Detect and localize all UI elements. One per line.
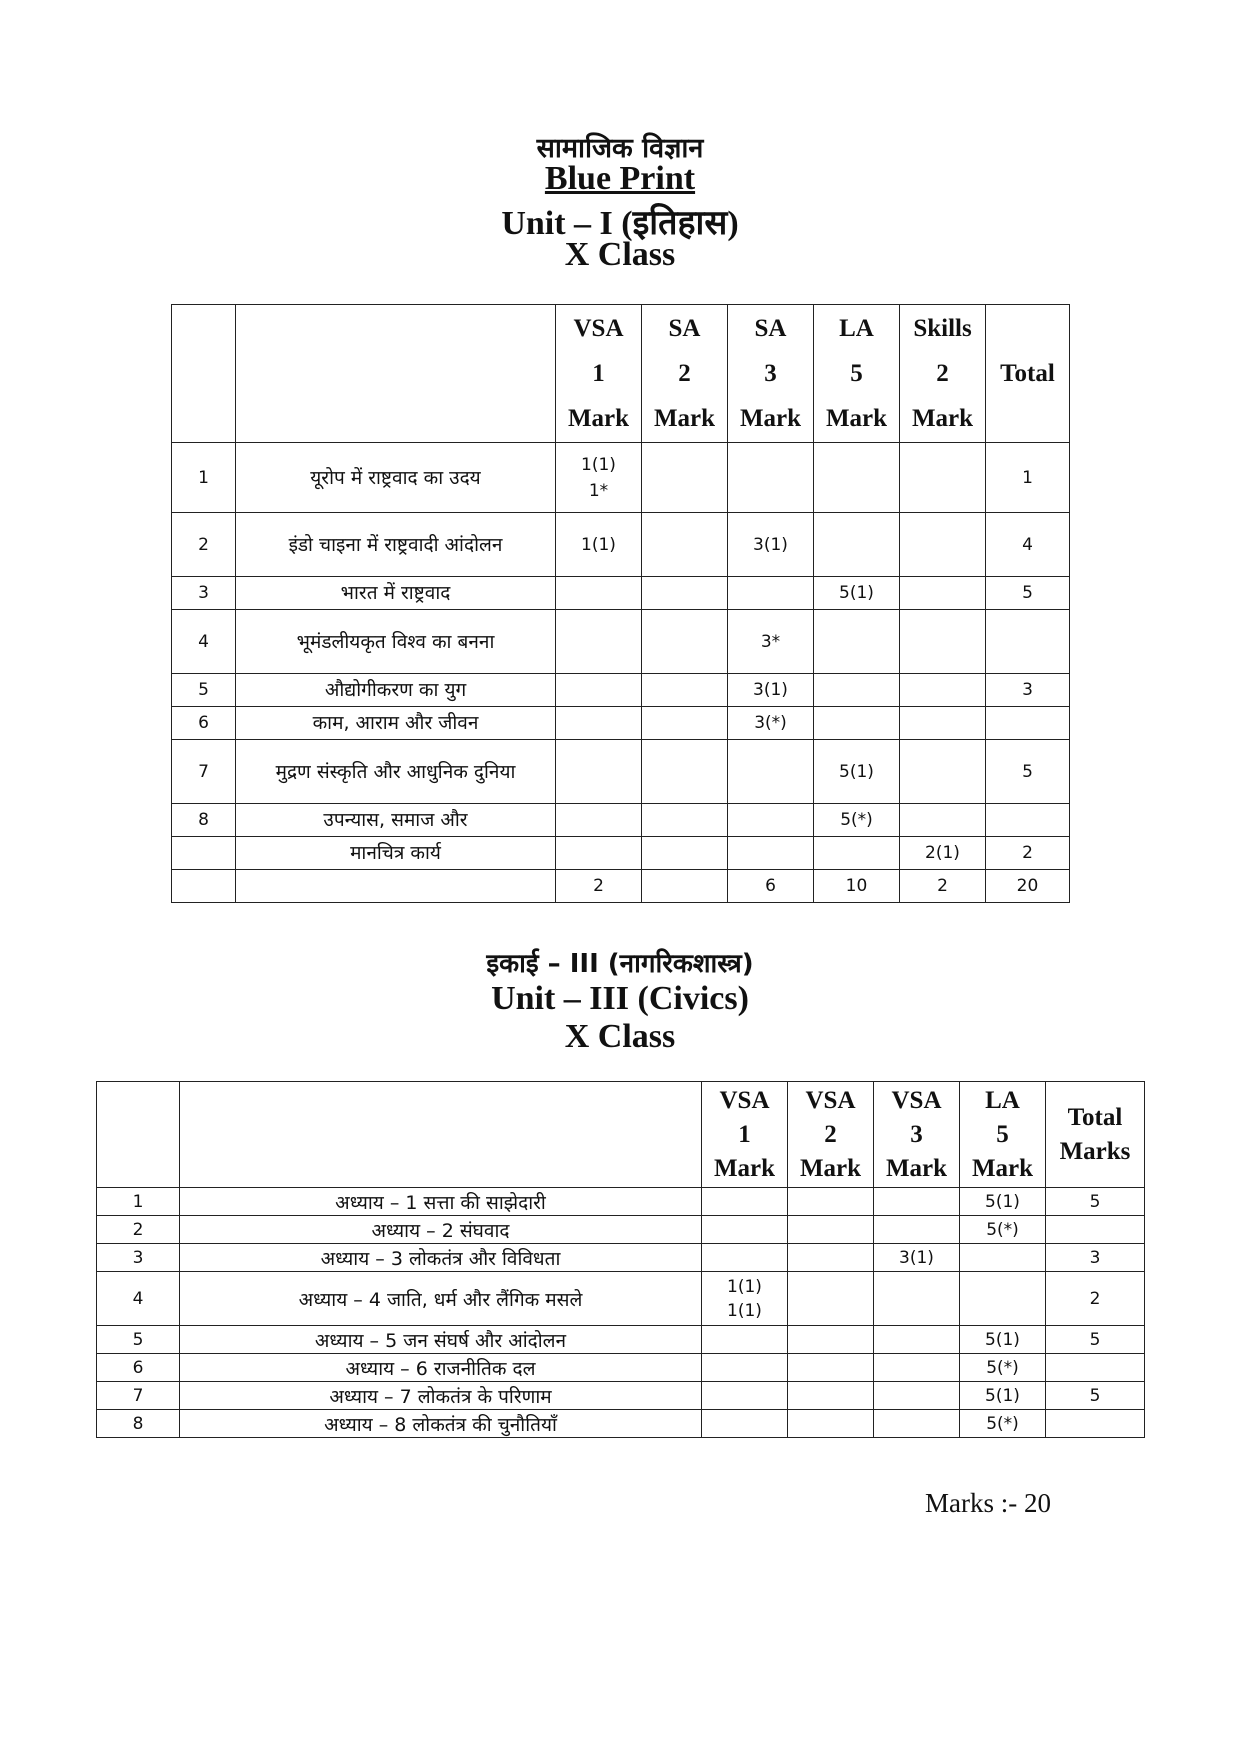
total-marks-cell: 5 — [1046, 1382, 1145, 1410]
la-5-cell: 5(*) — [960, 1410, 1046, 1438]
header-vsa-2: VSA 2 Mark — [788, 1082, 874, 1188]
row-number-cell: 6 — [172, 707, 236, 740]
row-number-cell: 7 — [172, 740, 236, 804]
sa-2-cell — [642, 837, 728, 870]
skills-cell — [900, 513, 986, 577]
table-row — [97, 1354, 1145, 1382]
total-marks-cell: 5 — [1046, 1326, 1145, 1354]
skills-cell — [900, 674, 986, 707]
skills-cell — [900, 740, 986, 804]
sa-3-cell: 6 — [728, 870, 814, 903]
sa-2-cell — [642, 707, 728, 740]
la-5-cell: 10 — [814, 870, 900, 903]
la-5-cell — [814, 610, 900, 674]
sa-2-cell — [642, 577, 728, 610]
vsa-1-cell — [702, 1244, 788, 1272]
total-cell — [986, 707, 1070, 740]
vsa-3-cell — [874, 1410, 960, 1438]
vsa-3-cell: 3(1) — [874, 1244, 960, 1272]
table-row — [172, 804, 1070, 837]
vsa-1-cell — [556, 804, 642, 837]
vsa-1-cell — [556, 674, 642, 707]
blueprint-table-history — [171, 304, 1070, 903]
sa-3-cell — [728, 443, 814, 513]
total-marks-label: Marks :- 20 — [925, 1488, 1051, 1518]
sa-2-cell — [642, 513, 728, 577]
table-row — [172, 870, 1070, 903]
vsa-2-cell — [788, 1272, 874, 1326]
vsa-2-cell — [788, 1244, 874, 1272]
sa-3-cell: 3* — [728, 610, 814, 674]
la-5-cell — [814, 707, 900, 740]
table-row — [172, 707, 1070, 740]
row-number-cell: 8 — [172, 804, 236, 837]
topic-cell: अध्याय – 5 जन संघर्ष और आंदोलन — [180, 1326, 702, 1354]
header-cell-topic — [180, 1082, 702, 1188]
vsa-1-cell — [556, 740, 642, 804]
topic-cell: भूमंडलीयकृत विश्व का बनना — [236, 610, 556, 674]
skills-cell — [900, 443, 986, 513]
header-vsa-1: VSA 1 Mark — [702, 1082, 788, 1188]
header-la-5: LA 5 Mark — [814, 305, 900, 443]
la-5-cell — [814, 443, 900, 513]
row-number-cell: 4 — [172, 610, 236, 674]
vsa-1-cell — [702, 1410, 788, 1438]
vsa-2-cell — [788, 1410, 874, 1438]
vsa-1-cell — [556, 610, 642, 674]
la-5-cell: 5(*) — [814, 804, 900, 837]
la-5-cell: 5(*) — [960, 1216, 1046, 1244]
la-5-cell: 5(1) — [960, 1326, 1046, 1354]
table-header-row — [172, 305, 1070, 443]
table-row — [97, 1188, 1145, 1216]
total-cell: 5 — [986, 740, 1070, 804]
header-total: Total — [986, 305, 1070, 443]
header-cell-topic — [236, 305, 556, 443]
vsa-1-cell — [702, 1354, 788, 1382]
class-label-2: X Class — [564, 1018, 676, 1055]
sa-3-cell — [728, 804, 814, 837]
sa-2-cell — [642, 610, 728, 674]
subject-title: सामाजिक विज्ञान — [536, 133, 704, 164]
topic-cell: भारत में राष्ट्रवाद — [236, 577, 556, 610]
table-row — [97, 1326, 1145, 1354]
row-number-cell — [172, 870, 236, 903]
blueprint-table-civics — [96, 1081, 1145, 1438]
vsa-2-cell — [788, 1326, 874, 1354]
header-skills-2: Skills 2 Mark — [900, 305, 986, 443]
total-marks-cell: 2 — [1046, 1272, 1145, 1326]
skills-cell: 2(1) — [900, 837, 986, 870]
topic-cell: अध्याय – 6 राजनीतिक दल — [180, 1354, 702, 1382]
unit-1-title: Unit – I (इतिहास) — [501, 205, 739, 242]
table-row — [172, 674, 1070, 707]
total-cell: 2 — [986, 837, 1070, 870]
total-marks-cell — [1046, 1354, 1145, 1382]
topic-cell: अध्याय – 1 सत्ता की साझेदारी — [180, 1188, 702, 1216]
table-row — [172, 577, 1070, 610]
table-row — [172, 837, 1070, 870]
table-row — [172, 610, 1070, 674]
vsa-1-cell — [556, 707, 642, 740]
table-header-row — [97, 1082, 1145, 1188]
sa-3-cell: 3(*) — [728, 707, 814, 740]
header-sa-3: SA 3 Mark — [728, 305, 814, 443]
vsa-1-cell — [702, 1188, 788, 1216]
sa-3-cell — [728, 577, 814, 610]
sa-3-cell — [728, 837, 814, 870]
total-marks-cell — [1046, 1216, 1145, 1244]
topic-cell: अध्याय – 4 जाति, धर्म और लैंगिक मसले — [180, 1272, 702, 1326]
vsa-3-cell — [874, 1272, 960, 1326]
table-row — [97, 1216, 1145, 1244]
header-la-5: LA 5 Mark — [960, 1082, 1046, 1188]
total-cell — [986, 610, 1070, 674]
row-number-cell: 2 — [172, 513, 236, 577]
topic-cell: अध्याय – 3 लोकतंत्र और विविधता — [180, 1244, 702, 1272]
topic-cell: अध्याय – 2 संघवाद — [180, 1216, 702, 1244]
sa-2-cell — [642, 740, 728, 804]
la-5-cell — [814, 674, 900, 707]
total-marks-cell: 3 — [1046, 1244, 1145, 1272]
header-cell-no — [172, 305, 236, 443]
vsa-2-cell — [788, 1382, 874, 1410]
vsa-1-cell: 2 — [556, 870, 642, 903]
skills-cell — [900, 610, 986, 674]
header-cell-no — [97, 1082, 180, 1188]
row-number-cell: 3 — [97, 1244, 180, 1272]
vsa-1-cell: 1(1) — [556, 513, 642, 577]
row-number-cell: 6 — [97, 1354, 180, 1382]
la-5-cell — [960, 1272, 1046, 1326]
vsa-3-cell — [874, 1188, 960, 1216]
vsa-1-cell — [702, 1326, 788, 1354]
unit-3-title-hindi: इकाई – III (नागरिकशास्त्र) — [486, 949, 754, 979]
total-marks-cell: 5 — [1046, 1188, 1145, 1216]
table-row — [97, 1382, 1145, 1410]
table-row — [97, 1244, 1145, 1272]
vsa-3-cell — [874, 1216, 960, 1244]
header-total-marks: Total Marks — [1046, 1082, 1145, 1188]
table-row — [172, 443, 1070, 513]
la-5-cell: 5(1) — [960, 1382, 1046, 1410]
vsa-2-cell — [788, 1188, 874, 1216]
skills-cell — [900, 804, 986, 837]
table-row — [97, 1272, 1145, 1326]
topic-cell: अध्याय – 8 लोकतंत्र की चुनौतियाँ — [180, 1410, 702, 1438]
topic-cell: मानचित्र कार्य — [236, 837, 556, 870]
vsa-2-cell — [788, 1216, 874, 1244]
header-vsa-1: VSA 1 Mark — [556, 305, 642, 443]
la-5-cell — [814, 837, 900, 870]
la-5-cell: 5(1) — [960, 1188, 1046, 1216]
table-row — [97, 1410, 1145, 1438]
vsa-3-cell — [874, 1326, 960, 1354]
skills-cell — [900, 707, 986, 740]
vsa-1-cell: 1(1) 1(1) — [702, 1272, 788, 1326]
topic-cell: अध्याय – 7 लोकतंत्र के परिणाम — [180, 1382, 702, 1410]
vsa-2-cell — [788, 1354, 874, 1382]
header-sa-2: SA 2 Mark — [642, 305, 728, 443]
vsa-3-cell — [874, 1382, 960, 1410]
total-cell — [986, 804, 1070, 837]
total-cell: 3 — [986, 674, 1070, 707]
vsa-1-cell — [702, 1216, 788, 1244]
la-5-cell — [960, 1244, 1046, 1272]
header-vsa-3: VSA 3 Mark — [874, 1082, 960, 1188]
la-5-cell — [814, 513, 900, 577]
vsa-1-cell — [556, 577, 642, 610]
row-number-cell: 5 — [172, 674, 236, 707]
row-number-cell: 7 — [97, 1382, 180, 1410]
vsa-3-cell — [874, 1354, 960, 1382]
unit-3-title: Unit – III (Civics) — [491, 980, 749, 1017]
topic-cell: इंडो चाइना में राष्ट्रवादी आंदोलन — [236, 513, 556, 577]
total-cell: 5 — [986, 577, 1070, 610]
topic-cell: उपन्यास, समाज और — [236, 804, 556, 837]
row-number-cell: 1 — [97, 1188, 180, 1216]
sa-2-cell — [642, 804, 728, 837]
vsa-1-cell — [702, 1382, 788, 1410]
doc-title: Blue Print — [544, 160, 696, 197]
sa-3-cell: 3(1) — [728, 513, 814, 577]
table-row — [172, 740, 1070, 804]
topic-cell: यूरोप में राष्ट्रवाद का उदय — [236, 443, 556, 513]
sa-3-cell: 3(1) — [728, 674, 814, 707]
sa-3-cell — [728, 740, 814, 804]
class-label-1: X Class — [564, 236, 676, 273]
topic-cell — [236, 870, 556, 903]
sa-2-cell — [642, 674, 728, 707]
total-cell: 1 — [986, 443, 1070, 513]
row-number-cell: 3 — [172, 577, 236, 610]
row-number-cell: 1 — [172, 443, 236, 513]
skills-cell: 2 — [900, 870, 986, 903]
row-number-cell: 4 — [97, 1272, 180, 1326]
row-number-cell — [172, 837, 236, 870]
la-5-cell: 5(1) — [814, 740, 900, 804]
total-cell: 20 — [986, 870, 1070, 903]
topic-cell: मुद्रण संस्कृति और आधुनिक दुनिया — [236, 740, 556, 804]
total-cell: 4 — [986, 513, 1070, 577]
row-number-cell: 8 — [97, 1410, 180, 1438]
total-marks-cell — [1046, 1410, 1145, 1438]
vsa-1-cell: 1(1) 1* — [556, 443, 642, 513]
vsa-1-cell — [556, 837, 642, 870]
sa-2-cell — [642, 870, 728, 903]
sa-2-cell — [642, 443, 728, 513]
table-row — [172, 513, 1070, 577]
row-number-cell: 2 — [97, 1216, 180, 1244]
row-number-cell: 5 — [97, 1326, 180, 1354]
topic-cell: काम, आराम और जीवन — [236, 707, 556, 740]
la-5-cell: 5(1) — [814, 577, 900, 610]
skills-cell — [900, 577, 986, 610]
la-5-cell: 5(*) — [960, 1354, 1046, 1382]
topic-cell: औद्योगीकरण का युग — [236, 674, 556, 707]
